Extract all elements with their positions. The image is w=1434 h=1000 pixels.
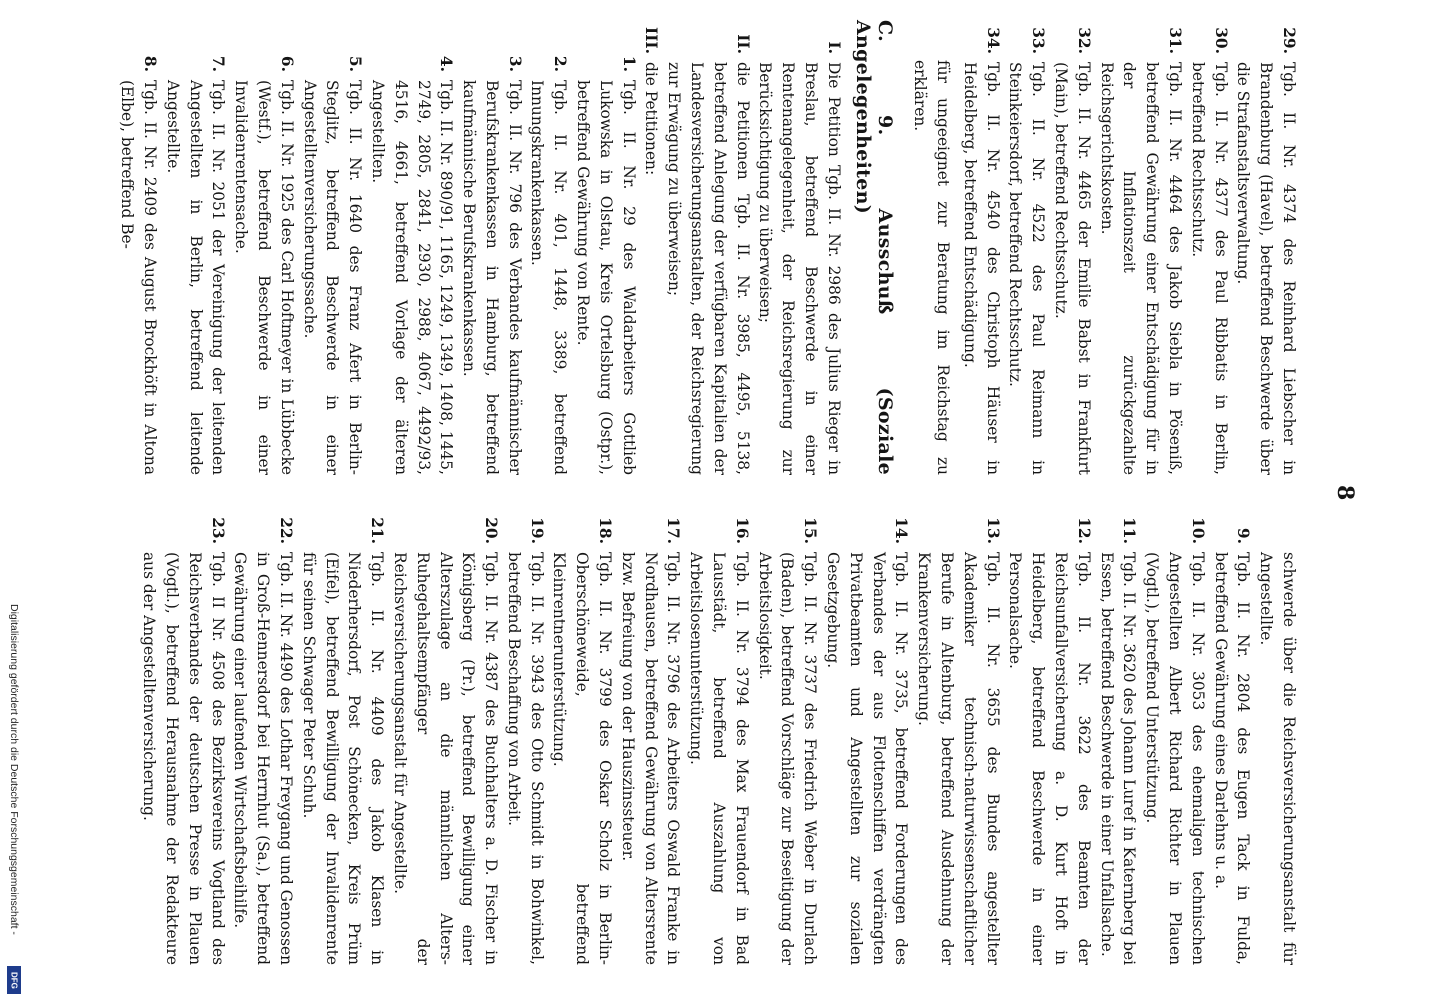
petition-text: Tgb. II. Nr. 3737 des Friedrich Weber in Durlach (Baden), betreffend Vorschläge zur Beseitigung der Arbeitslosigkeit. bbox=[755, 552, 820, 965]
petition-text: Tgb. II. Nr. 4490 des Lothar Freygang und Genossen in Groß-Hennersdorf bei Herrnhut (Sa.), betreffend Gewährung einer laufenden Wirtschaftsbeihilfe. bbox=[231, 552, 295, 965]
section-iii-label: die Petitionen: bbox=[642, 62, 661, 176]
petition-text: Tgb. II. Nr. 3735, betreffend Forderungen des Verbandes der aus Flottenschiffen verdrängten Privatbeamten und Angestellten zur sozialen Gesetzgebung. bbox=[824, 552, 911, 965]
petition-text: Tgb. II. Nr. 3655 des Bundes angestellter Akademiker technisch-naturwissenschaftlicher Berufe in Altenburg, betreffend Ausdehnung der Krankenversicherung. bbox=[915, 552, 1002, 965]
petition-number: 14. bbox=[892, 517, 911, 544]
petition-number: 22. bbox=[276, 517, 295, 544]
petition-number: 5. bbox=[346, 55, 365, 72]
petition-text: Tgb. II Nr. 4508 des Bezirksvereins Vogtland des Reichsverbandes der deutschen Presse in Plauen (Vogtl.), betreffend Herausnahme der Redakteure aus der Angestelltenversicherung. bbox=[140, 552, 227, 965]
petition-number: 33. bbox=[1029, 27, 1048, 54]
petition-number: 11. bbox=[1120, 517, 1139, 544]
committee-heading: C. 9. Ausschuß (Soziale Angelegenheiten) bbox=[851, 20, 897, 475]
petition-entry bbox=[366, 20, 457, 475]
petition-number: 9. bbox=[1234, 527, 1253, 544]
petition-entry bbox=[1095, 510, 1141, 965]
petition-number: 6. bbox=[277, 55, 296, 72]
petition-entry bbox=[1004, 20, 1050, 475]
petition-text: Tgb. II. Nr. 3622 des Beamten der Reichsunfallversicherung a. D. Kurt Hoft in Heidelberg, betreffend Beschwerde in einer Personalsache. bbox=[1006, 552, 1093, 965]
petition-text: Tgb. II. Nr. 4522 des Paul Reimann in Steinkeiersdorf, betreffend Rechtsschutz. bbox=[1006, 62, 1048, 475]
section-ii-number: II. bbox=[733, 34, 752, 54]
petition-number: 20. bbox=[482, 517, 501, 544]
petition-text: Tgb. II. Nr. 1925 des Carl Hoftmeyer in Lübbecke (Westf.), betreffend Beschwerde in einer Invalidenrentensache. bbox=[232, 80, 296, 475]
petition-entry bbox=[229, 20, 297, 475]
petition-number: 2. bbox=[551, 55, 570, 72]
petition-text: Tgb. II. Nr. 4409 des Jakob Klasen in Niederhersdorf, Post Schönecken, Kreis Prüm (Eifel), betreffend Bewilligung der Invalidenrente für seinen Schwager Peter Schuh. bbox=[299, 552, 387, 965]
section-ii bbox=[662, 20, 753, 475]
petition-text: Tgb. II. Nr. 1640 des Franz Afert in Berlin-Steglitz, betreffend Beschwerde in einer Angestelltenversicherungssache. bbox=[300, 80, 365, 475]
petition-entry bbox=[297, 510, 388, 965]
page-number: 8 bbox=[1332, 485, 1358, 501]
section-i-number: I. bbox=[824, 41, 843, 54]
section-i-text: Die Petition Tgb. II. Nr. 2986 des Julius Rieger in Breslau, betreffend Beschwerde in einer Rentenangelegenheit, der Reichsregierung zur Berücksichtigung zu überweisen; bbox=[756, 62, 843, 475]
petition-number: 32. bbox=[1074, 27, 1093, 54]
petition-number: 10. bbox=[1188, 517, 1207, 544]
petition-number: 21. bbox=[368, 517, 387, 544]
left-entry-list bbox=[958, 20, 1300, 475]
credit-text: Digitalisierung gefördert durch die Deutsche Forschungsgemeinschaft - bbox=[8, 604, 20, 935]
section-iii-number: III. bbox=[642, 27, 661, 54]
petition-text: Tgb. II. Nr. 796 des Verbandes kaufmännischer Berufskrankenkassen in Hamburg, betreffend kaufmännische Berufskrankenkassen. bbox=[460, 80, 524, 475]
petition-entry bbox=[958, 20, 1004, 475]
petition-text: Tgb. II. Nr. 2051 der Vereinigung der leitenden Angestellten in Berlin, betreffend leitende Angestellte. bbox=[163, 80, 228, 475]
petition-text: Tgb. II. Nr. 4377 des Paul Ribbatis in Berlin, betreffend Rechtsschutz. bbox=[1188, 62, 1230, 475]
left-column bbox=[115, 20, 1300, 475]
petition-number: 13. bbox=[983, 517, 1002, 544]
petition-text: Tgb. II. Nr. 3799 des Oskar Scholz in Berlin-Oberschöneweide, betreffend Kleinrentnerunterstützung. bbox=[550, 552, 615, 965]
petition-number: 18. bbox=[596, 517, 615, 544]
petition-text: Tgb. II. Nr. 4465 der Emilie Babst in Frankfurt (Main), betreffend Rechtsschutz. bbox=[1052, 62, 1093, 475]
petition-text: Tgb. II. Nr. 4540 des Christoph Häuser in Heidelberg, betreffend Entschädigung. bbox=[960, 62, 1002, 475]
petition-number bbox=[1254, 510, 1300, 552]
petition-text: Tgb. II. Nr. 4374 des Reinhard Liebscher in Brandenburg (Havel), betreffend Beschwerde über die Strafanstaltsverwaltung. bbox=[1234, 62, 1298, 475]
petition-number: 3. bbox=[505, 55, 524, 72]
section-iii bbox=[640, 20, 663, 475]
petition-entry bbox=[115, 20, 161, 475]
petition-number: 17. bbox=[664, 517, 683, 544]
digitization-credit bbox=[6, 0, 22, 1000]
petition-number: 12. bbox=[1074, 517, 1093, 544]
petition-number: 1. bbox=[619, 55, 638, 72]
petition-number: 31. bbox=[1166, 27, 1185, 54]
petition-entry bbox=[1140, 510, 1208, 965]
petition-number: 30. bbox=[1211, 27, 1230, 54]
petition-entry bbox=[1095, 20, 1186, 475]
petition-text: Tgb. II. Nr. 3943 des Otto Schmidt in Bohwinkel, betreffend Beschaffung von Arbeit. bbox=[504, 552, 546, 965]
right-entry-list bbox=[137, 510, 1300, 965]
petition-text: Tgb. II. Nr. 3794 des Max Frauendorf in Bad Lausstädt, betreffend Auszahlung von Arbeitslosenunterstützung. bbox=[687, 552, 751, 965]
petition-number: 29. bbox=[1280, 27, 1298, 54]
petition-number: 15. bbox=[801, 517, 820, 544]
petition-entry bbox=[821, 510, 912, 965]
petition-text: Tgb. II. Nr. 3053 des ehemaligen technischen Angestellten Albert Richard Richter in Plauen (Vogtl.), betreffend Unterstützung. bbox=[1143, 552, 1207, 965]
petition-entry bbox=[616, 510, 684, 965]
petition-text: schwerde über die Reichsversicherungsanstalt für Angestellte. bbox=[1257, 552, 1298, 965]
right-column bbox=[137, 510, 1300, 965]
petition-text: Tgb. II. Nr. 890/91, 1165, 1249, 1349, 1408, 1445, 2749, 2805, 2841, 2930, 2988, 4067, 4492/93, 4516, 4661, betreffend Vorlage der älteren Angestellten. bbox=[368, 80, 456, 475]
petition-number: 34. bbox=[983, 27, 1002, 54]
petition-entry bbox=[1254, 510, 1300, 965]
petition-entry bbox=[1004, 510, 1095, 965]
petition-entry bbox=[1049, 20, 1095, 475]
petition-entry bbox=[137, 510, 228, 965]
section-iii-entry-list bbox=[115, 20, 639, 475]
petition-entry bbox=[1186, 20, 1232, 475]
section-ii-text: die Petitionen Tgb. II. Nr. 3985, 4495, 5138, betreffend Anlegung der verfügbaren Kapitalien der Landesversicherungsanstalten, der Reichsregierung zur Erwägung zu überweisen; bbox=[665, 62, 752, 475]
petition-text: Tgb. II. Nr. 3796 des Arbeiters Oswald Franke in Nordhausen, betreffend Gewährung von Altersrente bzw. Befreiung von der Hauszinssteuer. bbox=[618, 552, 683, 965]
petition-entry bbox=[753, 510, 821, 965]
petition-entry bbox=[1232, 20, 1300, 475]
petition-entry bbox=[161, 20, 229, 475]
petition-entry bbox=[912, 510, 1003, 965]
petition-number: 8. bbox=[140, 55, 159, 72]
petition-entry bbox=[229, 510, 297, 965]
petition-entry bbox=[388, 510, 502, 965]
petition-number: 7. bbox=[209, 55, 228, 72]
petition-text: Tgb. II. Nr. 2409 des August Brockhöft in Altona (Elbe), betreffend Be- bbox=[118, 80, 159, 475]
petition-text: Tgb. II. Nr. 4387 des Buchhalters a. D. Fischer in Königsberg (Pr.), betreffend Bewilligung einer Alterszulage an die männlichen Alters-Ruhegehaltsempfänger der Reichsversicherungsanstalt für Angestellte. bbox=[390, 552, 501, 965]
petition-text: Tgb. II. Nr. 4464 des Jakob Siebla in Pöseniß, betreffend Gewährung einer Entschädigung für in der Inflationszeit zurückgezahlte Reichsgerichtskosten. bbox=[1097, 62, 1185, 475]
petition-text: Tgb. II. Nr. 3620 des Johann Luref in Katernberg bei Essen, betreffend Beschwerde in einer Unfallsache. bbox=[1097, 552, 1139, 965]
petition-text: Tgb. II. Nr. 401, 1448, 3389, betreffend Innungskrankenkassen. bbox=[528, 80, 570, 475]
section-i bbox=[754, 20, 845, 475]
left-closing-text: für ungeeignet zur Beratung im Reichstag zu erklären. bbox=[911, 60, 953, 475]
petition-number: 16. bbox=[732, 517, 751, 544]
petition-number: 23. bbox=[208, 517, 227, 544]
document-page bbox=[108, 0, 1368, 990]
petition-entry bbox=[684, 510, 752, 965]
petition-entry bbox=[298, 20, 366, 475]
petition-entry bbox=[457, 20, 525, 475]
dfg-logo: DFG bbox=[7, 966, 21, 994]
petition-number: 4. bbox=[437, 55, 456, 72]
petition-entry bbox=[548, 510, 616, 965]
petition-entry bbox=[1209, 510, 1255, 965]
petition-text: Tgb. II. Nr. 29 des Waldarbeiters Gottlieb Lukowska in Olstau, Kreis Ortelsburg (Ostpr.), betreffend Gewährung von Rente. bbox=[574, 80, 638, 475]
petition-entry bbox=[526, 20, 572, 475]
petition-number: 19. bbox=[527, 517, 546, 544]
petition-entry bbox=[502, 510, 548, 965]
petition-entry bbox=[571, 20, 639, 475]
petition-text: Tgb. II. Nr. 2804 des Eugen Tack in Fulda, betreffend Gewährung eines Darlehns u. a. bbox=[1211, 552, 1253, 965]
